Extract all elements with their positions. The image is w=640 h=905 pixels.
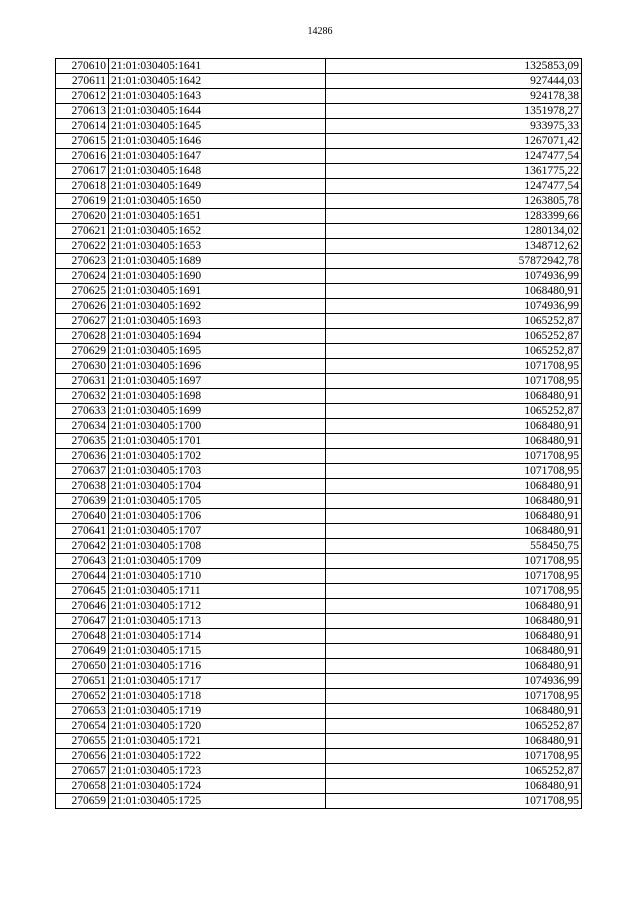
row-number-cell: 270625 [56, 284, 109, 299]
table-row [56, 74, 582, 89]
cadastral-value-cell: 1068480,91 [326, 734, 582, 749]
table-row [56, 419, 582, 434]
cadastral-number-cell: 21:01:030405:1651 [109, 209, 326, 224]
cadastral-value-cell: 1263805,78 [326, 194, 582, 209]
table-row [56, 209, 582, 224]
table-row [56, 119, 582, 134]
cadastral-number-cell: 21:01:030405:1717 [109, 674, 326, 689]
cadastral-value-cell: 1068480,91 [326, 524, 582, 539]
row-number-cell: 270646 [56, 599, 109, 614]
row-number-cell: 270614 [56, 119, 109, 134]
cadastral-value-table [55, 58, 582, 809]
table-row [56, 719, 582, 734]
table-row [56, 614, 582, 629]
table-row [56, 179, 582, 194]
table-row [56, 104, 582, 119]
row-number-cell: 270640 [56, 509, 109, 524]
row-number-cell: 270615 [56, 134, 109, 149]
row-number-cell: 270654 [56, 719, 109, 734]
cadastral-value-cell: 1071708,95 [326, 464, 582, 479]
cadastral-number-cell: 21:01:030405:1723 [109, 764, 326, 779]
cadastral-value-cell: 1068480,91 [326, 284, 582, 299]
cadastral-number-cell: 21:01:030405:1719 [109, 704, 326, 719]
table-row [56, 509, 582, 524]
table-row [56, 779, 582, 794]
cadastral-value-cell: 1283399,66 [326, 209, 582, 224]
row-number-cell: 270650 [56, 659, 109, 674]
cadastral-value-cell: 1068480,91 [326, 704, 582, 719]
cadastral-value-cell: 924178,38 [326, 89, 582, 104]
row-number-cell: 270655 [56, 734, 109, 749]
row-number-cell: 270611 [56, 74, 109, 89]
row-number-cell: 270636 [56, 449, 109, 464]
table-row [56, 734, 582, 749]
table-row [56, 59, 582, 74]
cadastral-value-cell: 1068480,91 [326, 494, 582, 509]
table-row [56, 659, 582, 674]
cadastral-value-cell: 1068480,91 [326, 389, 582, 404]
cadastral-number-cell: 21:01:030405:1712 [109, 599, 326, 614]
cadastral-value-cell: 1247477,54 [326, 149, 582, 164]
cadastral-number-cell: 21:01:030405:1718 [109, 689, 326, 704]
table-row [56, 449, 582, 464]
cadastral-number-cell: 21:01:030405:1698 [109, 389, 326, 404]
table-row [56, 464, 582, 479]
cadastral-number-cell: 21:01:030405:1653 [109, 239, 326, 254]
table-row [56, 284, 582, 299]
cadastral-number-cell: 21:01:030405:1702 [109, 449, 326, 464]
cadastral-value-cell: 1247477,54 [326, 179, 582, 194]
cadastral-number-cell: 21:01:030405:1720 [109, 719, 326, 734]
cadastral-number-cell: 21:01:030405:1707 [109, 524, 326, 539]
row-number-cell: 270617 [56, 164, 109, 179]
cadastral-value-cell: 1068480,91 [326, 644, 582, 659]
cadastral-value-cell: 1071708,95 [326, 689, 582, 704]
cadastral-number-cell: 21:01:030405:1691 [109, 284, 326, 299]
row-number-cell: 270657 [56, 764, 109, 779]
cadastral-number-cell: 21:01:030405:1652 [109, 224, 326, 239]
cadastral-value-cell: 1065252,87 [326, 314, 582, 329]
table-row [56, 224, 582, 239]
row-number-cell: 270645 [56, 584, 109, 599]
table-row [56, 194, 582, 209]
table-row [56, 599, 582, 614]
cadastral-number-cell: 21:01:030405:1709 [109, 554, 326, 569]
table-row [56, 494, 582, 509]
cadastral-value-cell: 1351978,27 [326, 104, 582, 119]
table-row [56, 374, 582, 389]
row-number-cell: 270653 [56, 704, 109, 719]
table-row [56, 689, 582, 704]
cadastral-number-cell: 21:01:030405:1693 [109, 314, 326, 329]
row-number-cell: 270631 [56, 374, 109, 389]
cadastral-number-cell: 21:01:030405:1696 [109, 359, 326, 374]
cadastral-value-cell: 1068480,91 [326, 779, 582, 794]
row-number-cell: 270656 [56, 749, 109, 764]
row-number-cell: 270623 [56, 254, 109, 269]
cadastral-value-cell: 1071708,95 [326, 749, 582, 764]
cadastral-value-cell: 1065252,87 [326, 344, 582, 359]
cadastral-number-cell: 21:01:030405:1692 [109, 299, 326, 314]
row-number-cell: 270658 [56, 779, 109, 794]
cadastral-value-cell: 1071708,95 [326, 584, 582, 599]
cadastral-value-cell: 1065252,87 [326, 404, 582, 419]
table-row [56, 359, 582, 374]
row-number-cell: 270624 [56, 269, 109, 284]
cadastral-value-cell: 1361775,22 [326, 164, 582, 179]
cadastral-number-cell: 21:01:030405:1706 [109, 509, 326, 524]
row-number-cell: 270633 [56, 404, 109, 419]
cadastral-value-cell: 1325853,09 [326, 59, 582, 74]
cadastral-number-cell: 21:01:030405:1689 [109, 254, 326, 269]
row-number-cell: 270639 [56, 494, 109, 509]
row-number-cell: 270622 [56, 239, 109, 254]
row-number-cell: 270642 [56, 539, 109, 554]
cadastral-number-cell: 21:01:030405:1714 [109, 629, 326, 644]
cadastral-number-cell: 21:01:030405:1725 [109, 794, 326, 809]
table-row [56, 239, 582, 254]
cadastral-number-cell: 21:01:030405:1645 [109, 119, 326, 134]
table-body [56, 59, 582, 809]
row-number-cell: 270612 [56, 89, 109, 104]
table-row [56, 569, 582, 584]
table-row [56, 134, 582, 149]
table-row [56, 674, 582, 689]
row-number-cell: 270621 [56, 224, 109, 239]
cadastral-value-cell: 933975,33 [326, 119, 582, 134]
row-number-cell: 270616 [56, 149, 109, 164]
cadastral-value-cell: 1068480,91 [326, 419, 582, 434]
row-number-cell: 270618 [56, 179, 109, 194]
row-number-cell: 270644 [56, 569, 109, 584]
table-row [56, 794, 582, 809]
cadastral-number-cell: 21:01:030405:1716 [109, 659, 326, 674]
row-number-cell: 270613 [56, 104, 109, 119]
row-number-cell: 270634 [56, 419, 109, 434]
table-row [56, 299, 582, 314]
table-row [56, 749, 582, 764]
cadastral-value-cell: 927444,03 [326, 74, 582, 89]
row-number-cell: 270628 [56, 329, 109, 344]
row-number-cell: 270651 [56, 674, 109, 689]
row-number-cell: 270648 [56, 629, 109, 644]
row-number-cell: 270635 [56, 434, 109, 449]
row-number-cell: 270643 [56, 554, 109, 569]
cadastral-number-cell: 21:01:030405:1721 [109, 734, 326, 749]
cadastral-number-cell: 21:01:030405:1710 [109, 569, 326, 584]
cadastral-number-cell: 21:01:030405:1699 [109, 404, 326, 419]
cadastral-number-cell: 21:01:030405:1694 [109, 329, 326, 344]
cadastral-number-cell: 21:01:030405:1700 [109, 419, 326, 434]
table-row [56, 389, 582, 404]
table-row [56, 554, 582, 569]
cadastral-value-cell: 1065252,87 [326, 764, 582, 779]
cadastral-value-cell: 1074936,99 [326, 674, 582, 689]
row-number-cell: 270659 [56, 794, 109, 809]
cadastral-value-cell: 1068480,91 [326, 629, 582, 644]
cadastral-number-cell: 21:01:030405:1713 [109, 614, 326, 629]
row-number-cell: 270632 [56, 389, 109, 404]
cadastral-number-cell: 21:01:030405:1704 [109, 479, 326, 494]
row-number-cell: 270630 [56, 359, 109, 374]
cadastral-number-cell: 21:01:030405:1646 [109, 134, 326, 149]
cadastral-number-cell: 21:01:030405:1641 [109, 59, 326, 74]
table-row [56, 404, 582, 419]
cadastral-value-cell: 1280134,02 [326, 224, 582, 239]
cadastral-value-cell: 1068480,91 [326, 659, 582, 674]
cadastral-value-cell: 1267071,42 [326, 134, 582, 149]
cadastral-value-cell: 1071708,95 [326, 449, 582, 464]
page-number: 14286 [307, 26, 333, 37]
cadastral-number-cell: 21:01:030405:1715 [109, 644, 326, 659]
table-row [56, 629, 582, 644]
cadastral-number-cell: 21:01:030405:1650 [109, 194, 326, 209]
cadastral-number-cell: 21:01:030405:1647 [109, 149, 326, 164]
row-number-cell: 270620 [56, 209, 109, 224]
table-row [56, 254, 582, 269]
table-row [56, 329, 582, 344]
cadastral-value-cell: 1348712,62 [326, 239, 582, 254]
row-number-cell: 270626 [56, 299, 109, 314]
cadastral-value-cell: 1068480,91 [326, 599, 582, 614]
cadastral-value-cell: 1071708,95 [326, 569, 582, 584]
table-row [56, 149, 582, 164]
table-row [56, 479, 582, 494]
cadastral-number-cell: 21:01:030405:1695 [109, 344, 326, 359]
table-row [56, 434, 582, 449]
cadastral-value-cell: 1071708,95 [326, 794, 582, 809]
row-number-cell: 270627 [56, 314, 109, 329]
cadastral-number-cell: 21:01:030405:1697 [109, 374, 326, 389]
cadastral-number-cell: 21:01:030405:1644 [109, 104, 326, 119]
cadastral-value-cell: 1065252,87 [326, 329, 582, 344]
cadastral-value-cell: 1074936,99 [326, 299, 582, 314]
cadastral-number-cell: 21:01:030405:1724 [109, 779, 326, 794]
cadastral-number-cell: 21:01:030405:1649 [109, 179, 326, 194]
table-row [56, 314, 582, 329]
table-row [56, 344, 582, 359]
cadastral-value-cell: 1065252,87 [326, 719, 582, 734]
cadastral-number-cell: 21:01:030405:1711 [109, 584, 326, 599]
cadastral-value-cell: 1071708,95 [326, 554, 582, 569]
cadastral-number-cell: 21:01:030405:1648 [109, 164, 326, 179]
row-number-cell: 270619 [56, 194, 109, 209]
cadastral-number-cell: 21:01:030405:1690 [109, 269, 326, 284]
cadastral-value-cell: 1068480,91 [326, 479, 582, 494]
cadastral-number-cell: 21:01:030405:1643 [109, 89, 326, 104]
table-row [56, 539, 582, 554]
cadastral-value-cell: 1074936,99 [326, 269, 582, 284]
table-row [56, 164, 582, 179]
cadastral-value-cell: 1068480,91 [326, 434, 582, 449]
cadastral-number-cell: 21:01:030405:1642 [109, 74, 326, 89]
table-row [56, 764, 582, 779]
row-number-cell: 270641 [56, 524, 109, 539]
cadastral-value-cell: 1068480,91 [326, 509, 582, 524]
cadastral-value-cell: 1071708,95 [326, 359, 582, 374]
cadastral-number-cell: 21:01:030405:1708 [109, 539, 326, 554]
cadastral-number-cell: 21:01:030405:1703 [109, 464, 326, 479]
row-number-cell: 270637 [56, 464, 109, 479]
row-number-cell: 270649 [56, 644, 109, 659]
row-number-cell: 270629 [56, 344, 109, 359]
row-number-cell: 270647 [56, 614, 109, 629]
cadastral-number-cell: 21:01:030405:1701 [109, 434, 326, 449]
row-number-cell: 270610 [56, 59, 109, 74]
cadastral-value-cell: 558450,75 [326, 539, 582, 554]
cadastral-number-cell: 21:01:030405:1705 [109, 494, 326, 509]
cadastral-value-cell: 57872942,78 [326, 254, 582, 269]
cadastral-number-cell: 21:01:030405:1722 [109, 749, 326, 764]
table-row [56, 704, 582, 719]
cadastral-value-cell: 1071708,95 [326, 374, 582, 389]
cadastral-value-cell: 1068480,91 [326, 614, 582, 629]
table-row [56, 269, 582, 284]
row-number-cell: 270652 [56, 689, 109, 704]
table-row [56, 644, 582, 659]
row-number-cell: 270638 [56, 479, 109, 494]
table-row [56, 89, 582, 104]
table-row [56, 524, 582, 539]
table-row [56, 584, 582, 599]
